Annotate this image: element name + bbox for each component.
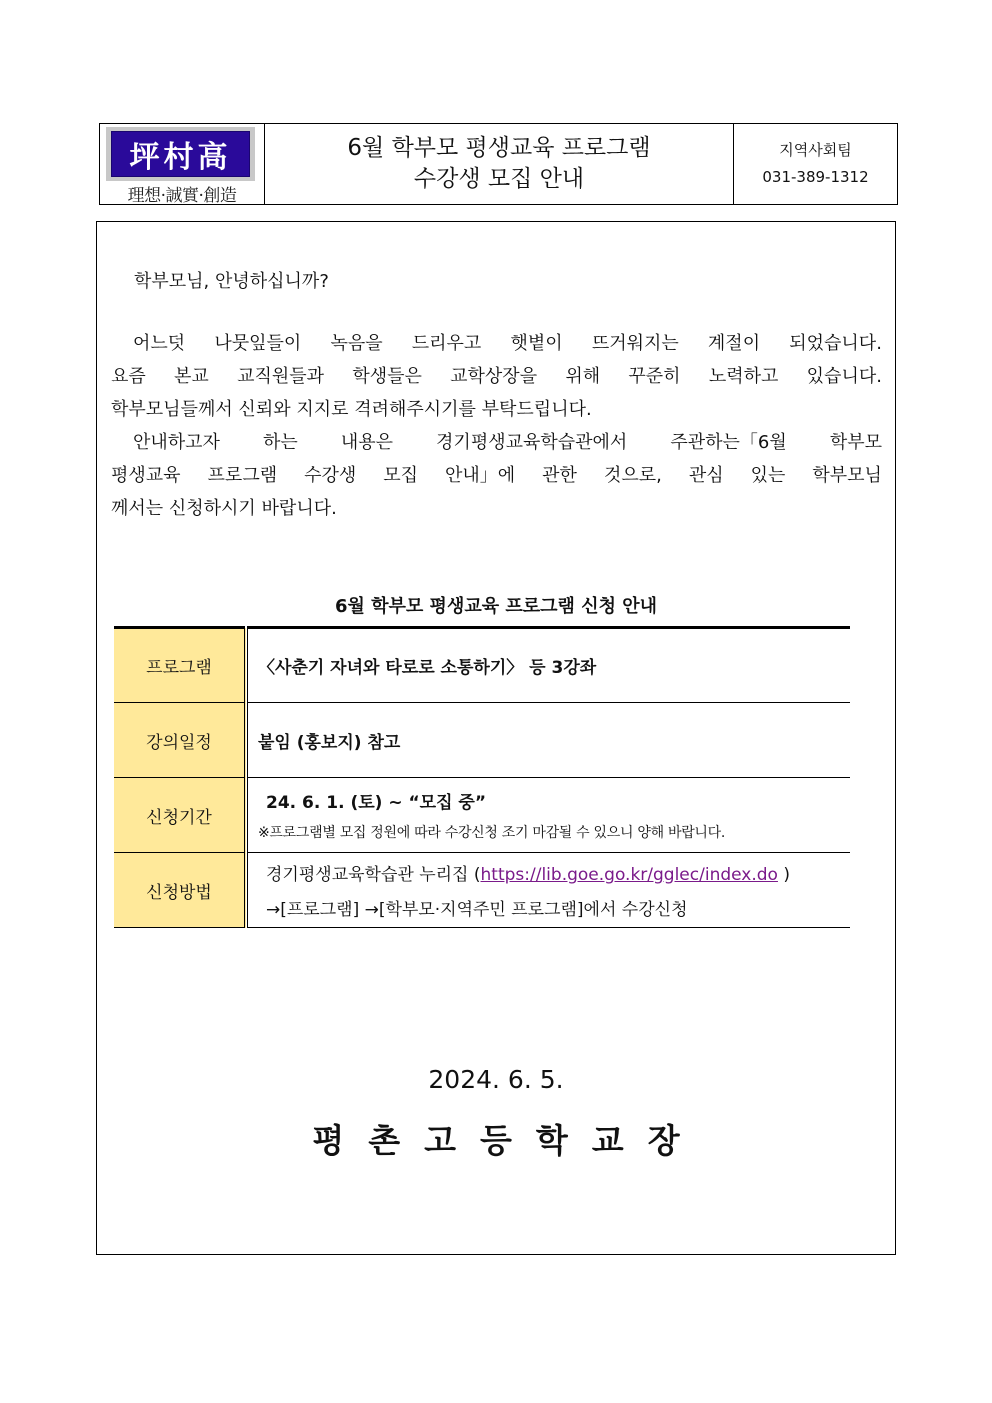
word: 학부모님들께서 신뢰와 지지로 격려해주시기를 부탁드립니다.	[111, 399, 592, 420]
word: 나뭇잎들이	[214, 333, 302, 354]
word: 께서는 신청하시기 바랍니다.	[111, 498, 337, 519]
row-label: 프로그램	[114, 628, 246, 703]
word: 것으로,	[603, 465, 662, 486]
contact-cell	[734, 124, 897, 204]
paragraph-2-line-1	[111, 427, 882, 460]
paragraph-2	[111, 427, 882, 526]
paragraph-2-line-3	[111, 493, 882, 526]
method-prefix: 경기평생교육학습관 누리집 (	[266, 865, 481, 885]
method-suffix: )	[777, 865, 790, 885]
greeting: 학부모님, 안녕하십니까?	[134, 271, 329, 292]
word: 계절이	[707, 333, 761, 354]
table-row-application-period	[114, 778, 850, 853]
method-line-1	[266, 860, 850, 885]
word: 위해	[565, 366, 601, 387]
paragraph-1-line-3	[111, 394, 882, 427]
school-logo-cell	[100, 124, 265, 204]
word: 본교	[174, 366, 209, 387]
word: 있습니다.	[806, 366, 882, 387]
paragraph-1	[111, 328, 882, 427]
row-value: 〈사춘기 자녀와 타로로 소통하기〉 등 3강좌	[246, 628, 850, 703]
word: 꾸준히	[628, 366, 681, 387]
word: 녹음을	[330, 333, 383, 354]
word: 주관하는「6월	[670, 432, 787, 453]
paragraph-1-line-2	[111, 361, 882, 394]
word: 교직원들과	[237, 366, 325, 387]
program-info-table	[114, 626, 850, 928]
letter-body	[96, 221, 896, 1255]
word: 학부모님	[812, 465, 882, 486]
issue-date: 2024. 6. 5.	[428, 1065, 564, 1094]
table-row-schedule	[114, 703, 850, 778]
word: 관한	[542, 465, 577, 486]
period-note: ※프로그램별 모집 정원에 따라 수강신청 조기 마감될 수 있으니 양해 바랍니다.	[258, 825, 726, 841]
word: 드리우고	[411, 333, 482, 354]
document-title	[265, 124, 734, 204]
word: 요즘	[111, 366, 146, 387]
table-row-application-method	[114, 853, 850, 928]
word: 뜨거워지는	[591, 333, 679, 354]
word: 노력하고	[708, 366, 779, 387]
department-name: 지역사회팀	[779, 141, 852, 159]
word: 모집	[383, 465, 419, 486]
row-value: 붙임 (홍보지) 참고	[246, 703, 850, 778]
row-label: 신청방법	[114, 853, 246, 928]
word: 학부모	[829, 432, 882, 453]
word: 관심	[688, 465, 724, 486]
table-row-program	[114, 628, 850, 703]
school-motto: 理想·誠實·創造	[127, 186, 237, 206]
website-link[interactable]: https://lib.goe.go.kr/gglec/index.do	[480, 865, 778, 885]
row-value	[246, 778, 850, 853]
paragraph-1-line-1	[111, 328, 882, 361]
word: 프로그램	[207, 465, 278, 486]
word: 하는	[263, 432, 298, 453]
word: 안내하고자	[133, 432, 220, 453]
row-label: 신청기간	[114, 778, 246, 853]
signer-title: 평촌고등학교장	[312, 1121, 704, 1160]
word: 내용은	[340, 432, 393, 453]
word: 있는	[750, 465, 786, 486]
period-dates: 24. 6. 1. (토) ~ “모집 중”	[266, 793, 487, 813]
title-line-1: 6월 학부모 평생교육 프로그램	[347, 135, 651, 161]
word: 수강생	[304, 465, 357, 486]
word: 평생교육	[111, 465, 181, 486]
word: 어느덧	[133, 333, 186, 354]
document-header	[99, 123, 898, 205]
phone-number: 031-389-1312	[762, 168, 869, 186]
row-value	[246, 853, 850, 928]
row-label: 강의일정	[114, 703, 246, 778]
word: 안내」에	[445, 465, 516, 486]
paragraph-2-line-2	[111, 460, 882, 493]
word: 경기평생교육학습관에서	[436, 432, 628, 453]
word: 되었습니다.	[789, 333, 882, 354]
school-emblem	[106, 127, 255, 181]
title-line-2: 수강생 모집 안내	[413, 166, 585, 192]
word: 햇볕이	[510, 333, 563, 354]
method-line-2: →[프로그램] →[학부모·지역주민 프로그램]에서 수강신청	[266, 900, 688, 920]
word: 교학상장을	[450, 366, 538, 387]
table-title: 6월 학부모 평생교육 프로그램 신청 안내	[334, 596, 658, 617]
school-mark: 坪村高	[111, 131, 250, 177]
word: 학생들은	[352, 366, 422, 387]
